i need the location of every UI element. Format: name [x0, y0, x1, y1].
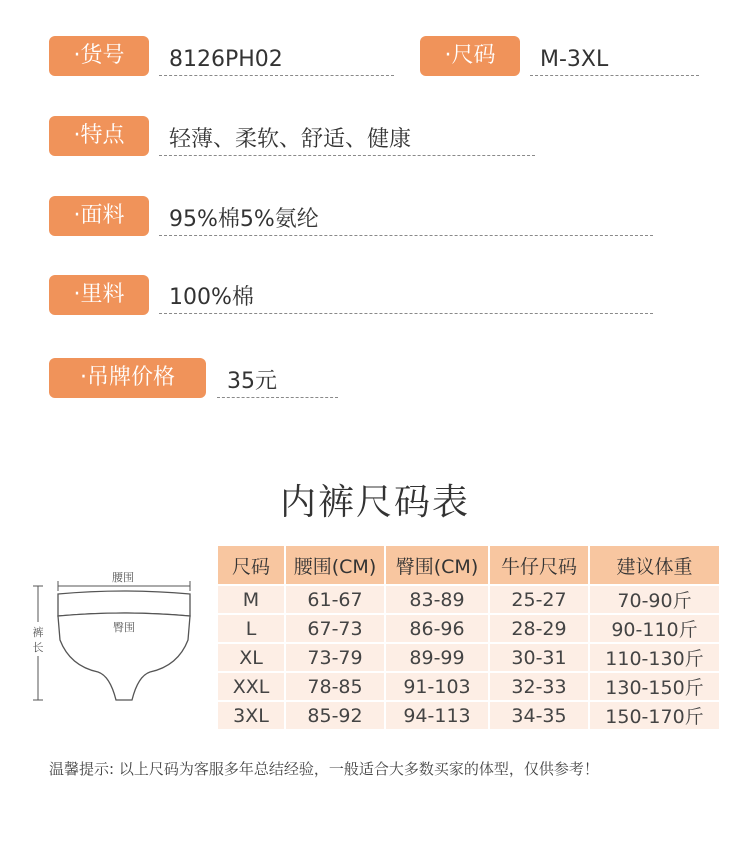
item-no-label: ·货号	[49, 36, 149, 76]
cell-weight: 150-170斤	[589, 701, 720, 730]
features-value: 轻薄、柔软、舒适、健康	[159, 120, 535, 156]
cell-waist: 61-67	[285, 585, 385, 614]
header-waist: 腰围(CM)	[285, 545, 385, 585]
length-label-1: 裤	[32, 626, 44, 639]
item-no-value: 8126PH02	[159, 40, 394, 76]
price-value: 35元	[217, 362, 338, 398]
table-row	[217, 585, 720, 614]
cell-waist: 85-92	[285, 701, 385, 730]
cell-weight: 90-110斤	[589, 614, 720, 643]
underwear-diagram-icon	[28, 560, 208, 710]
hip-label: 臀围	[113, 621, 135, 634]
size-chart-title: 内裤尺码表	[279, 482, 470, 523]
cell-jeans-size: 34-35	[489, 701, 589, 730]
cell-waist: 78-85	[285, 672, 385, 701]
fabric-label: ·面料	[49, 196, 149, 236]
size-value: M-3XL	[530, 40, 699, 76]
cell-weight: 70-90斤	[589, 585, 720, 614]
cell-size: L	[217, 614, 285, 643]
cell-jeans-size: 28-29	[489, 614, 589, 643]
cell-jeans-size: 30-31	[489, 643, 589, 672]
table-row	[217, 672, 720, 701]
cell-size: XXL	[217, 672, 285, 701]
waist-label: 腰围	[112, 571, 134, 584]
cell-jeans-size: 25-27	[489, 585, 589, 614]
header-size: 尺码	[217, 545, 285, 585]
cell-hip: 91-103	[385, 672, 489, 701]
header-jeans-size: 牛仔尺码	[489, 545, 589, 585]
table-header-row	[217, 545, 720, 585]
price-label: ·吊牌价格	[49, 358, 206, 398]
cell-waist: 67-73	[285, 614, 385, 643]
header-hip: 臀围(CM)	[385, 545, 489, 585]
cell-hip: 89-99	[385, 643, 489, 672]
cell-size: XL	[217, 643, 285, 672]
cell-hip: 86-96	[385, 614, 489, 643]
size-label: ·尺码	[420, 36, 520, 76]
cell-hip: 94-113	[385, 701, 489, 730]
table-row	[217, 614, 720, 643]
cell-weight: 130-150斤	[589, 672, 720, 701]
size-table	[216, 544, 721, 731]
features-label: ·特点	[49, 116, 149, 156]
table-row	[217, 701, 720, 730]
cell-hip: 83-89	[385, 585, 489, 614]
table-row	[217, 643, 720, 672]
header-weight: 建议体重	[589, 545, 720, 585]
cell-weight: 110-130斤	[589, 643, 720, 672]
fabric-value: 95%棉5%氨纶	[159, 200, 653, 236]
cell-jeans-size: 32-33	[489, 672, 589, 701]
cell-size: 3XL	[217, 701, 285, 730]
lining-label: ·里料	[49, 275, 149, 315]
cell-waist: 73-79	[285, 643, 385, 672]
cell-size: M	[217, 585, 285, 614]
tip-note: 温馨提示: 以上尺码为客服多年总结经验，一般适合大多数买家的体型，仅供参考！	[49, 760, 599, 778]
length-label-2: 长	[32, 641, 44, 654]
lining-value: 100%棉	[159, 278, 653, 314]
